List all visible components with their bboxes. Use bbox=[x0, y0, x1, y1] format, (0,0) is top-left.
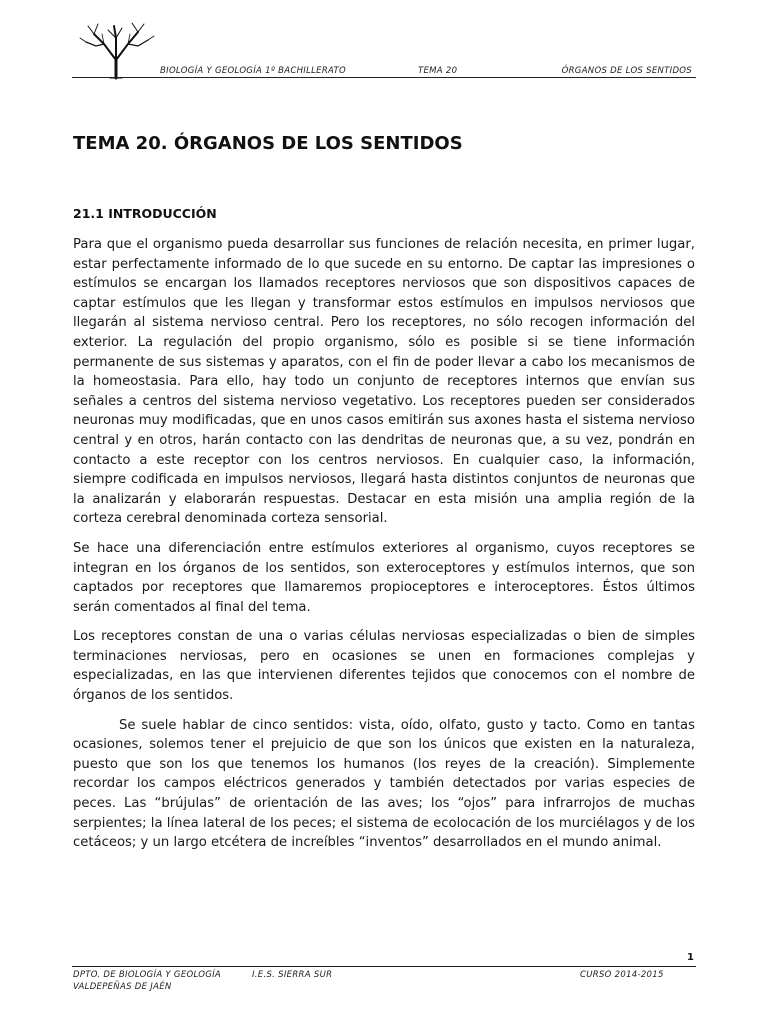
paragraph: Se suele hablar de cinco sentidos: vista, oído, olfato, gusto y tacto. Como en tantas ocasiones, solemos tener el prejuicio de que son los únicos que existen en la naturaleza, puesto que son los que tenemos los humanos (los reyes de la creación). Simplemente recordar los campos eléctricos generados y también detectados por varias especies de peces. Las “brújulas” de orientación de las aves; los “ojos” para infrarrojos de muchas serpientes; la línea lateral de los peces; el sistema de ecolocación de los murciélagos y de los cetáceos; y un largo etcétera de increíbles “inventos” desarrollados en el mundo animal. bbox=[73, 717, 695, 851]
section-heading: 21.1 INTRODUCCIÓN bbox=[73, 206, 217, 221]
footer-divider bbox=[72, 966, 696, 967]
paragraph: Se hace una diferenciación entre estímulos exteriores al organismo, cuyos receptores se integran en los órganos de los sentidos, son exteroceptores y estímulos internos, que son captados por receptores que llamaremos propioceptores e interoceptores. Éstos últimos serán comentados al final del tema. bbox=[73, 540, 695, 615]
footer-course: CURSO 2014-2015 bbox=[580, 970, 664, 980]
page-title: TEMA 20. ÓRGANOS DE LOS SENTIDOS bbox=[73, 133, 463, 154]
page-number: 1 bbox=[687, 952, 694, 963]
footer-city: VALDEPEÑAS DE JAÉN bbox=[73, 982, 172, 992]
header-topic: ÓRGANOS DE LOS SENTIDOS bbox=[561, 66, 692, 76]
header-divider bbox=[72, 77, 696, 78]
tree-icon bbox=[76, 20, 156, 80]
header-unit: TEMA 20 bbox=[418, 66, 458, 76]
paragraph: Los receptores constan de una o varias células nerviosas especializadas o bien de simples terminaciones nerviosas, pero en ocasiones se unen en formaciones complejas y especializadas, en las que intervienen diferentes tejidos que conocemos con el nombre de órganos de los sentidos. bbox=[73, 629, 695, 704]
paragraph: Para que el organismo pueda desarrollar sus funciones de relación necesita, en primer lugar, estar perfectamente informado de lo que sucede en su entorno. De captar las impresiones o estímulos se encargan los llamados receptores nerviosos que son dispositivos capaces de captar estímulos que les llegan y transformar estos estímulos en impulsos nerviosos que llegarán al sistema nervioso central. Pero los receptores, no sólo recogen información del exterior. La regulación del propio organismo, sólo es posible si se tiene información permanente de sus sistemas y aparatos, con el fin de poder llevar a cabo los mecanismos de la homeostasia. Para ello, hay todo un conjunto de receptores internos que envían sus señales a centros del sistema nervioso vegetativo. Los receptores pueden ser considerados neuronas muy modificadas, que en unos casos emitirán sus axones hasta el sistema nervioso central y en otros, harán contacto con las dendritas de neuronas que, a su vez, pondrán en contacto a este receptor con los centros nerviosos. En cualquier caso, la información, siempre codificada en impulsos nerviosos, llegará hasta distintos conjuntos de neuronas que la analizarán y elaborarán respuestas. Destacar en esta misión una amplia región de la corteza cerebral denominada corteza sensorial. bbox=[73, 237, 695, 527]
header-subject: BIOLOGÍA Y GEOLOGÍA 1º BACHILLERATO bbox=[160, 66, 347, 76]
body-text bbox=[73, 235, 695, 863]
footer-department: DPTO. DE BIOLOGÍA Y GEOLOGÍA bbox=[73, 970, 222, 980]
footer-school: I.E.S. SIERRA SUR bbox=[252, 970, 333, 980]
